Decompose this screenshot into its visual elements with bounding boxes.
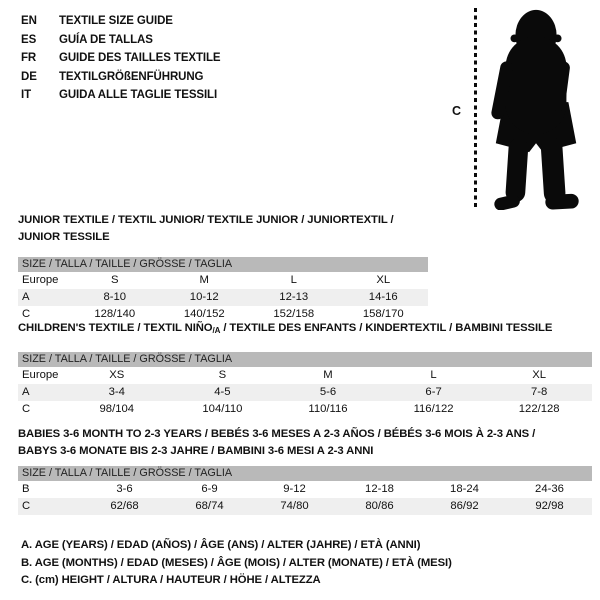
language-code: EN bbox=[21, 15, 37, 27]
cell-value: XL bbox=[376, 274, 391, 286]
language-row bbox=[21, 31, 221, 50]
language-title: TEXTILE SIZE GUIDE bbox=[59, 15, 173, 27]
language-title: GUIDE DES TAILLES TEXTILE bbox=[59, 52, 221, 64]
table-title bbox=[18, 426, 592, 459]
table-title-text: BABYS 3-6 MONATE BIS 2-3 JAHRE / BAMBINI 3-6 MESI A 2-3 ANNI bbox=[18, 444, 374, 457]
cell-value: XL bbox=[532, 368, 547, 381]
cell-value: 110/116 bbox=[308, 402, 348, 415]
cell-value: L bbox=[290, 274, 297, 286]
size-header-bar: SIZE / TALLA / TAILLE / GRÖSSE / TAGLIA bbox=[18, 257, 428, 272]
footnotes bbox=[21, 537, 452, 590]
language-title: GUÍA DE TALLAS bbox=[59, 33, 153, 46]
row-label: A bbox=[22, 385, 30, 398]
language-row bbox=[21, 86, 221, 105]
language-code: DE bbox=[21, 70, 37, 83]
junior-textile-table bbox=[18, 212, 428, 323]
cell-value: 12-18 bbox=[365, 483, 394, 495]
childrens-textile-table bbox=[18, 320, 592, 418]
cell-value: 8-10 bbox=[103, 291, 127, 303]
cell-value: 6-7 bbox=[425, 385, 442, 398]
cell-value: 18-24 bbox=[450, 483, 479, 495]
cell-value: 14-16 bbox=[368, 291, 398, 303]
table-title-line bbox=[18, 443, 592, 460]
language-code: FR bbox=[21, 52, 37, 64]
cell-value: 86/92 bbox=[450, 500, 479, 512]
row-label: A bbox=[22, 291, 30, 303]
table-body bbox=[18, 481, 592, 515]
cell-value: 92/98 bbox=[535, 500, 564, 512]
row-label: C bbox=[22, 500, 31, 512]
row-label: Europe bbox=[22, 274, 59, 286]
language-row bbox=[21, 68, 221, 87]
language-code: IT bbox=[21, 89, 32, 101]
baby-silhouette-icon bbox=[482, 6, 592, 210]
table-title-text: JUNIOR TEXTILE / TEXTIL JUNIOR/ TEXTILE JUNIOR / JUNIORTEXTIL / JUNIOR TESSILE bbox=[18, 214, 394, 243]
row-label: B bbox=[22, 483, 30, 495]
cell-value: 68/74 bbox=[195, 500, 224, 512]
cell-value: 98/104 bbox=[99, 402, 135, 415]
table-row bbox=[18, 367, 592, 384]
note-line: C. (cm) HEIGHT / ALTURA / HAUTEUR / HÖHE / ALTEZZA bbox=[21, 574, 321, 586]
size-header-bar: SIZE / TALLA / TAILLE / GRÖSSE / TAGLIA bbox=[18, 352, 592, 367]
babies-textile-table bbox=[18, 426, 592, 515]
cell-value: 4-5 bbox=[214, 385, 231, 398]
row-label: Europe bbox=[22, 368, 59, 381]
cell-value: 24-36 bbox=[535, 483, 564, 495]
table-title bbox=[18, 212, 428, 245]
table-body bbox=[18, 272, 428, 323]
cell-value: 5-6 bbox=[319, 385, 337, 398]
cell-value: S bbox=[218, 368, 227, 381]
table-row bbox=[18, 481, 592, 498]
cell-value: 10-12 bbox=[189, 291, 219, 303]
table-title-line bbox=[18, 320, 592, 340]
cell-value: L bbox=[430, 368, 437, 381]
table-title-text: BABIES 3-6 MONTH TO 2-3 YEARS / BEBÉS 3-6 MESES A 2-3 AÑOS / BÉBÉS 3-6 MOIS À 2-3 ANS / bbox=[18, 428, 536, 440]
table-title-line bbox=[18, 426, 592, 443]
size-header-bar: SIZE / TALLA / TAILLE / GRÖSSE / TAGLIA bbox=[18, 466, 592, 481]
table-title-line bbox=[18, 212, 428, 245]
table-title-text: CHILDREN'S TEXTILE / TEXTIL NIÑO bbox=[18, 322, 213, 334]
cell-value: 3-4 bbox=[108, 385, 125, 398]
cell-value: M bbox=[199, 274, 209, 286]
cell-value: XS bbox=[109, 368, 125, 381]
row-label: C bbox=[22, 308, 31, 320]
height-dashed-line bbox=[474, 8, 477, 207]
language-row bbox=[21, 12, 221, 31]
language-title-block bbox=[21, 12, 221, 105]
cell-value: 104/110 bbox=[202, 402, 243, 415]
cell-value: 152/158 bbox=[273, 308, 315, 320]
table-row bbox=[18, 272, 428, 289]
cell-value: 6-9 bbox=[201, 483, 218, 495]
cell-value: 116/122 bbox=[413, 402, 454, 415]
cell-value: 62/68 bbox=[110, 500, 139, 512]
height-measure-label: C bbox=[452, 104, 462, 118]
cell-value: 158/170 bbox=[362, 308, 404, 320]
table-row bbox=[18, 498, 592, 515]
cell-value: 7-8 bbox=[531, 385, 548, 398]
table-row bbox=[18, 401, 592, 418]
table-row bbox=[18, 384, 592, 401]
note-line: B. AGE (MONTHS) / EDAD (MESES) / ÂGE (MOIS) / ALTER (MONATE) / ETÀ (MESI) bbox=[21, 556, 452, 569]
table-row bbox=[18, 289, 428, 306]
language-title: GUIDA ALLE TAGLIE TESSILI bbox=[59, 89, 218, 101]
cell-value: 9-12 bbox=[283, 483, 306, 495]
cell-value: 128/140 bbox=[94, 308, 136, 320]
table-title-text: / TEXTILE DES ENFANTS / KINDERTEXTIL / BAMBINI TESSILE bbox=[220, 322, 553, 334]
note-line: A. AGE (YEARS) / EDAD (AÑOS) / ÂGE (ANS) / ALTER (JAHRE) / ETÀ (ANNI) bbox=[21, 539, 421, 551]
cell-value: 12-13 bbox=[279, 291, 309, 303]
table-title-subscript: /A bbox=[212, 326, 221, 335]
table-title bbox=[18, 320, 592, 340]
cell-value: M bbox=[323, 368, 333, 381]
language-title: TEXTILGRÖßENFÜHRUNG bbox=[59, 70, 204, 83]
row-label: C bbox=[22, 402, 31, 415]
cell-value: 3-6 bbox=[116, 483, 133, 495]
cell-value: S bbox=[110, 274, 119, 286]
cell-value: 74/80 bbox=[280, 500, 309, 512]
cell-value: 80/86 bbox=[365, 500, 394, 512]
table-body bbox=[18, 367, 592, 418]
language-row bbox=[21, 49, 221, 68]
cell-value: 140/152 bbox=[183, 308, 225, 320]
language-code: ES bbox=[21, 33, 37, 46]
cell-value: 122/128 bbox=[518, 402, 560, 415]
